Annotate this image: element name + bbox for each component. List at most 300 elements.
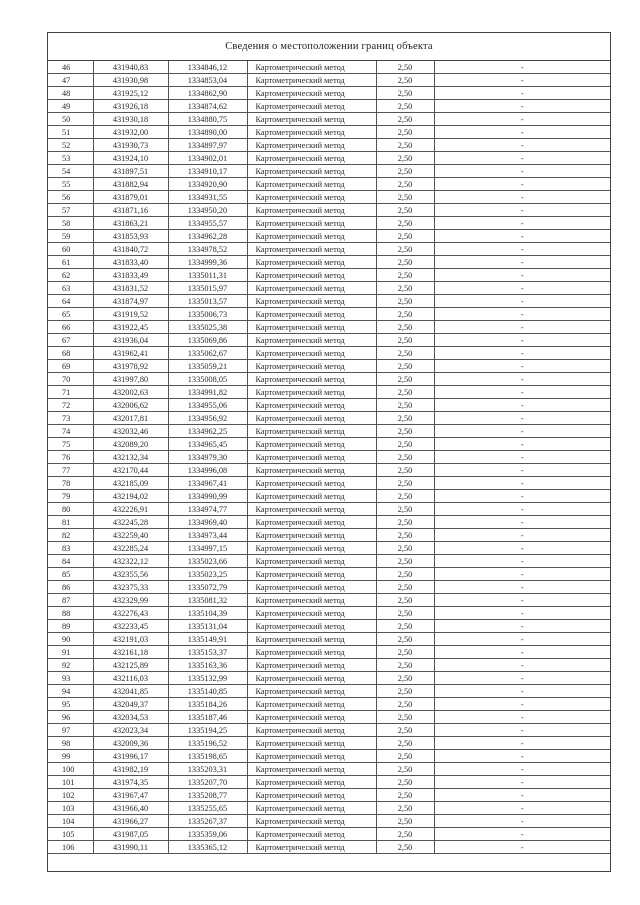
document-frame	[47, 32, 611, 872]
coord-x-cell: 432125,89	[93, 659, 168, 672]
coord-x-cell: 431863,21	[93, 217, 168, 230]
table-row	[48, 61, 610, 74]
table-row	[48, 308, 610, 321]
table-row	[48, 204, 610, 217]
method-cell: Картометрический метод	[247, 815, 376, 828]
coordinates-table	[48, 61, 610, 854]
coord-x-cell: 431833,40	[93, 256, 168, 269]
coord-y-cell: 1335198,65	[168, 750, 247, 763]
method-cell: Картометрический метод	[247, 269, 376, 282]
accuracy-cell: 2,50	[376, 568, 434, 581]
method-cell: Картометрический метод	[247, 282, 376, 295]
accuracy-cell: 2,50	[376, 828, 434, 841]
point-number-cell: 77	[48, 464, 93, 477]
accuracy-cell: 2,50	[376, 165, 434, 178]
point-number-cell: 50	[48, 113, 93, 126]
coord-y-cell: 1334950,20	[168, 204, 247, 217]
point-number-cell: 51	[48, 126, 93, 139]
description-cell: -	[434, 100, 610, 113]
coord-y-cell: 1334997,15	[168, 542, 247, 555]
point-number-cell: 90	[48, 633, 93, 646]
method-cell: Картометрический метод	[247, 763, 376, 776]
description-cell: -	[434, 204, 610, 217]
point-number-cell: 53	[48, 152, 93, 165]
coord-y-cell: 1334974,77	[168, 503, 247, 516]
table-row	[48, 516, 610, 529]
method-cell: Картометрический метод	[247, 672, 376, 685]
accuracy-cell: 2,50	[376, 217, 434, 230]
coord-x-cell: 431926,18	[93, 100, 168, 113]
description-cell: -	[434, 841, 610, 854]
point-number-cell: 84	[48, 555, 93, 568]
method-cell: Картометрический метод	[247, 425, 376, 438]
table-row	[48, 230, 610, 243]
accuracy-cell: 2,50	[376, 230, 434, 243]
table-row	[48, 555, 610, 568]
table-row	[48, 399, 610, 412]
method-cell: Картометрический метод	[247, 321, 376, 334]
coord-y-cell: 1335149,91	[168, 633, 247, 646]
coord-x-cell: 432185,09	[93, 477, 168, 490]
method-cell: Картометрический метод	[247, 87, 376, 100]
table-row	[48, 698, 610, 711]
method-cell: Картометрический метод	[247, 308, 376, 321]
method-cell: Картометрический метод	[247, 659, 376, 672]
accuracy-cell: 2,50	[376, 269, 434, 282]
accuracy-cell: 2,50	[376, 776, 434, 789]
point-number-cell: 85	[48, 568, 93, 581]
coord-y-cell: 1334920,90	[168, 178, 247, 191]
point-number-cell: 59	[48, 230, 93, 243]
table-row	[48, 217, 610, 230]
coord-y-cell: 1334931,55	[168, 191, 247, 204]
coord-y-cell: 1335104,39	[168, 607, 247, 620]
point-number-cell: 98	[48, 737, 93, 750]
coord-x-cell: 431982,19	[93, 763, 168, 776]
accuracy-cell: 2,50	[376, 711, 434, 724]
accuracy-cell: 2,50	[376, 646, 434, 659]
method-cell: Картометрический метод	[247, 438, 376, 451]
accuracy-cell: 2,50	[376, 308, 434, 321]
method-cell: Картометрический метод	[247, 581, 376, 594]
table-row	[48, 126, 610, 139]
coord-x-cell: 431882,94	[93, 178, 168, 191]
point-number-cell: 83	[48, 542, 93, 555]
accuracy-cell: 2,50	[376, 789, 434, 802]
description-cell: -	[434, 633, 610, 646]
coord-y-cell: 1335184,26	[168, 698, 247, 711]
description-cell: -	[434, 763, 610, 776]
description-cell: -	[434, 789, 610, 802]
table-row	[48, 841, 610, 854]
accuracy-cell: 2,50	[376, 139, 434, 152]
method-cell: Картометрический метод	[247, 295, 376, 308]
coord-y-cell: 1334991,82	[168, 386, 247, 399]
coord-x-cell: 431879,01	[93, 191, 168, 204]
coord-y-cell: 1335163,36	[168, 659, 247, 672]
table-row	[48, 139, 610, 152]
description-cell: -	[434, 568, 610, 581]
table-row	[48, 425, 610, 438]
point-number-cell: 68	[48, 347, 93, 360]
description-cell: -	[434, 529, 610, 542]
table-row	[48, 490, 610, 503]
description-cell: -	[434, 178, 610, 191]
coord-x-cell: 431967,47	[93, 789, 168, 802]
coord-x-cell: 431940,83	[93, 61, 168, 74]
description-cell: -	[434, 425, 610, 438]
description-cell: -	[434, 802, 610, 815]
table-row	[48, 360, 610, 373]
coord-x-cell: 432194,02	[93, 490, 168, 503]
table-row	[48, 672, 610, 685]
description-cell: -	[434, 607, 610, 620]
table-row	[48, 412, 610, 425]
point-number-cell: 47	[48, 74, 93, 87]
method-cell: Картометрический метод	[247, 542, 376, 555]
table-row	[48, 74, 610, 87]
point-number-cell: 58	[48, 217, 93, 230]
point-number-cell: 64	[48, 295, 93, 308]
description-cell: -	[434, 165, 610, 178]
table-row	[48, 620, 610, 633]
accuracy-cell: 2,50	[376, 685, 434, 698]
coord-x-cell: 432006,62	[93, 399, 168, 412]
accuracy-cell: 2,50	[376, 503, 434, 516]
coord-y-cell: 1335015,97	[168, 282, 247, 295]
coord-x-cell: 431930,73	[93, 139, 168, 152]
description-cell: -	[434, 490, 610, 503]
coord-x-cell: 432002,63	[93, 386, 168, 399]
point-number-cell: 102	[48, 789, 93, 802]
description-cell: -	[434, 334, 610, 347]
accuracy-cell: 2,50	[376, 633, 434, 646]
description-cell: -	[434, 321, 610, 334]
point-number-cell: 48	[48, 87, 93, 100]
method-cell: Картометрический метод	[247, 620, 376, 633]
accuracy-cell: 2,50	[376, 438, 434, 451]
table-row	[48, 594, 610, 607]
accuracy-cell: 2,50	[376, 347, 434, 360]
coord-y-cell: 1334846,12	[168, 61, 247, 74]
point-number-cell: 54	[48, 165, 93, 178]
accuracy-cell: 2,50	[376, 529, 434, 542]
coord-x-cell: 432009,36	[93, 737, 168, 750]
point-number-cell: 72	[48, 399, 93, 412]
point-number-cell: 61	[48, 256, 93, 269]
description-cell: -	[434, 373, 610, 386]
table-row	[48, 334, 610, 347]
coord-y-cell: 1335072,79	[168, 581, 247, 594]
coord-x-cell: 431936,04	[93, 334, 168, 347]
accuracy-cell: 2,50	[376, 321, 434, 334]
point-number-cell: 62	[48, 269, 93, 282]
table-row	[48, 243, 610, 256]
coord-x-cell: 431919,52	[93, 308, 168, 321]
table-row	[48, 633, 610, 646]
coord-x-cell: 431932,00	[93, 126, 168, 139]
coord-x-cell: 432023,34	[93, 724, 168, 737]
accuracy-cell: 2,50	[376, 724, 434, 737]
description-cell: -	[434, 776, 610, 789]
accuracy-cell: 2,50	[376, 542, 434, 555]
description-cell: -	[434, 87, 610, 100]
method-cell: Картометрический метод	[247, 74, 376, 87]
point-number-cell: 78	[48, 477, 93, 490]
coordinates-table-body	[48, 61, 610, 854]
table-row	[48, 789, 610, 802]
method-cell: Картометрический метод	[247, 594, 376, 607]
point-number-cell: 97	[48, 724, 93, 737]
coord-y-cell: 1335006,73	[168, 308, 247, 321]
description-cell: -	[434, 438, 610, 451]
method-cell: Картометрический метод	[247, 776, 376, 789]
coord-y-cell: 1335187,46	[168, 711, 247, 724]
coord-y-cell: 1335011,31	[168, 269, 247, 282]
method-cell: Картометрический метод	[247, 841, 376, 854]
method-cell: Картометрический метод	[247, 373, 376, 386]
method-cell: Картометрический метод	[247, 204, 376, 217]
point-number-cell: 91	[48, 646, 93, 659]
method-cell: Картометрический метод	[247, 516, 376, 529]
method-cell: Картометрический метод	[247, 217, 376, 230]
method-cell: Картометрический метод	[247, 191, 376, 204]
method-cell: Картометрический метод	[247, 386, 376, 399]
coord-y-cell: 1334979,30	[168, 451, 247, 464]
description-cell: -	[434, 295, 610, 308]
point-number-cell: 86	[48, 581, 93, 594]
coord-x-cell: 432034,53	[93, 711, 168, 724]
point-number-cell: 101	[48, 776, 93, 789]
description-cell: -	[434, 620, 610, 633]
point-number-cell: 89	[48, 620, 93, 633]
coord-x-cell: 431831,52	[93, 282, 168, 295]
coord-y-cell: 1335196,52	[168, 737, 247, 750]
coord-y-cell: 1335069,86	[168, 334, 247, 347]
coord-y-cell: 1335203,31	[168, 763, 247, 776]
description-cell: -	[434, 256, 610, 269]
coord-y-cell: 1334874,62	[168, 100, 247, 113]
coord-x-cell: 432355,56	[93, 568, 168, 581]
description-cell: -	[434, 139, 610, 152]
coord-y-cell: 1334967,41	[168, 477, 247, 490]
coord-y-cell: 1335208,77	[168, 789, 247, 802]
accuracy-cell: 2,50	[376, 282, 434, 295]
coord-y-cell: 1334969,40	[168, 516, 247, 529]
method-cell: Картометрический метод	[247, 451, 376, 464]
coord-x-cell: 431966,27	[93, 815, 168, 828]
description-cell: -	[434, 230, 610, 243]
accuracy-cell: 2,50	[376, 737, 434, 750]
description-cell: -	[434, 282, 610, 295]
description-cell: -	[434, 399, 610, 412]
method-cell: Картометрический метод	[247, 100, 376, 113]
accuracy-cell: 2,50	[376, 334, 434, 347]
description-cell: -	[434, 737, 610, 750]
table-row	[48, 659, 610, 672]
description-cell: -	[434, 152, 610, 165]
method-cell: Картометрический метод	[247, 61, 376, 74]
description-cell: -	[434, 542, 610, 555]
coord-y-cell: 1334965,45	[168, 438, 247, 451]
coord-x-cell: 432170,44	[93, 464, 168, 477]
description-cell: -	[434, 61, 610, 74]
method-cell: Картометрический метод	[247, 477, 376, 490]
coord-x-cell: 432245,28	[93, 516, 168, 529]
coord-x-cell: 431840,72	[93, 243, 168, 256]
accuracy-cell: 2,50	[376, 100, 434, 113]
description-cell: -	[434, 113, 610, 126]
method-cell: Картометрический метод	[247, 802, 376, 815]
coord-x-cell: 432049,37	[93, 698, 168, 711]
description-cell: -	[434, 412, 610, 425]
point-number-cell: 92	[48, 659, 93, 672]
coord-y-cell: 1335008,05	[168, 373, 247, 386]
table-row	[48, 100, 610, 113]
description-cell: -	[434, 750, 610, 763]
table-row	[48, 113, 610, 126]
coord-x-cell: 432322,12	[93, 555, 168, 568]
table-row	[48, 269, 610, 282]
table-row	[48, 763, 610, 776]
coord-x-cell: 431996,17	[93, 750, 168, 763]
coord-y-cell: 1334880,75	[168, 113, 247, 126]
coord-x-cell: 431990,11	[93, 841, 168, 854]
method-cell: Картометрический метод	[247, 360, 376, 373]
accuracy-cell: 2,50	[376, 295, 434, 308]
table-row	[48, 646, 610, 659]
accuracy-cell: 2,50	[376, 607, 434, 620]
table-row	[48, 256, 610, 269]
table-row	[48, 477, 610, 490]
accuracy-cell: 2,50	[376, 490, 434, 503]
coord-x-cell: 431966,40	[93, 802, 168, 815]
coord-y-cell: 1335207,70	[168, 776, 247, 789]
method-cell: Картометрический метод	[247, 685, 376, 698]
coord-y-cell: 1335140,85	[168, 685, 247, 698]
point-number-cell: 71	[48, 386, 93, 399]
table-row	[48, 464, 610, 477]
coord-y-cell: 1334962,25	[168, 425, 247, 438]
accuracy-cell: 2,50	[376, 425, 434, 438]
point-number-cell: 74	[48, 425, 93, 438]
coord-y-cell: 1335267,37	[168, 815, 247, 828]
table-row	[48, 178, 610, 191]
table-row	[48, 191, 610, 204]
point-number-cell: 88	[48, 607, 93, 620]
coord-x-cell: 432329,99	[93, 594, 168, 607]
description-cell: -	[434, 711, 610, 724]
coord-y-cell: 1334862,90	[168, 87, 247, 100]
point-number-cell: 87	[48, 594, 93, 607]
coord-x-cell: 431978,92	[93, 360, 168, 373]
coord-x-cell: 432276,43	[93, 607, 168, 620]
method-cell: Картометрический метод	[247, 464, 376, 477]
accuracy-cell: 2,50	[376, 620, 434, 633]
point-number-cell: 52	[48, 139, 93, 152]
method-cell: Картометрический метод	[247, 828, 376, 841]
description-cell: -	[434, 308, 610, 321]
method-cell: Картометрический метод	[247, 503, 376, 516]
coord-y-cell: 1334955,57	[168, 217, 247, 230]
table-row	[48, 438, 610, 451]
point-number-cell: 79	[48, 490, 93, 503]
method-cell: Картометрический метод	[247, 633, 376, 646]
accuracy-cell: 2,50	[376, 555, 434, 568]
coord-x-cell: 431922,45	[93, 321, 168, 334]
description-cell: -	[434, 503, 610, 516]
description-cell: -	[434, 685, 610, 698]
point-number-cell: 75	[48, 438, 93, 451]
table-row	[48, 711, 610, 724]
coord-x-cell: 432375,33	[93, 581, 168, 594]
method-cell: Картометрический метод	[247, 230, 376, 243]
table-row	[48, 737, 610, 750]
table-row	[48, 321, 610, 334]
table-row	[48, 568, 610, 581]
description-cell: -	[434, 191, 610, 204]
accuracy-cell: 2,50	[376, 477, 434, 490]
description-cell: -	[434, 217, 610, 230]
coord-y-cell: 1334962,28	[168, 230, 247, 243]
coord-x-cell: 432226,91	[93, 503, 168, 516]
point-number-cell: 95	[48, 698, 93, 711]
method-cell: Картометрический метод	[247, 555, 376, 568]
accuracy-cell: 2,50	[376, 191, 434, 204]
table-row	[48, 386, 610, 399]
point-number-cell: 93	[48, 672, 93, 685]
point-number-cell: 73	[48, 412, 93, 425]
method-cell: Картометрический метод	[247, 412, 376, 425]
coord-y-cell: 1335131,04	[168, 620, 247, 633]
table-row	[48, 165, 610, 178]
accuracy-cell: 2,50	[376, 451, 434, 464]
accuracy-cell: 2,50	[376, 386, 434, 399]
coord-y-cell: 1334973,44	[168, 529, 247, 542]
description-cell: -	[434, 516, 610, 529]
coord-y-cell: 1335023,25	[168, 568, 247, 581]
coord-x-cell: 431962,41	[93, 347, 168, 360]
point-number-cell: 56	[48, 191, 93, 204]
description-cell: -	[434, 126, 610, 139]
point-number-cell: 82	[48, 529, 93, 542]
method-cell: Картометрический метод	[247, 750, 376, 763]
coord-y-cell: 1335023,66	[168, 555, 247, 568]
coord-x-cell: 432132,34	[93, 451, 168, 464]
method-cell: Картометрический метод	[247, 243, 376, 256]
coord-y-cell: 1335132,99	[168, 672, 247, 685]
description-cell: -	[434, 555, 610, 568]
method-cell: Картометрический метод	[247, 165, 376, 178]
coord-x-cell: 431853,93	[93, 230, 168, 243]
description-cell: -	[434, 269, 610, 282]
coord-x-cell: 432259,40	[93, 529, 168, 542]
point-number-cell: 69	[48, 360, 93, 373]
point-number-cell: 46	[48, 61, 93, 74]
coord-y-cell: 1335081,32	[168, 594, 247, 607]
method-cell: Картометрический метод	[247, 568, 376, 581]
coord-x-cell: 432017,81	[93, 412, 168, 425]
coord-y-cell: 1335013,57	[168, 295, 247, 308]
coord-y-cell: 1334853,04	[168, 74, 247, 87]
accuracy-cell: 2,50	[376, 594, 434, 607]
accuracy-cell: 2,50	[376, 74, 434, 87]
coord-y-cell: 1334902,01	[168, 152, 247, 165]
coord-x-cell: 432233,45	[93, 620, 168, 633]
point-number-cell: 49	[48, 100, 93, 113]
table-row	[48, 152, 610, 165]
table-row	[48, 724, 610, 737]
